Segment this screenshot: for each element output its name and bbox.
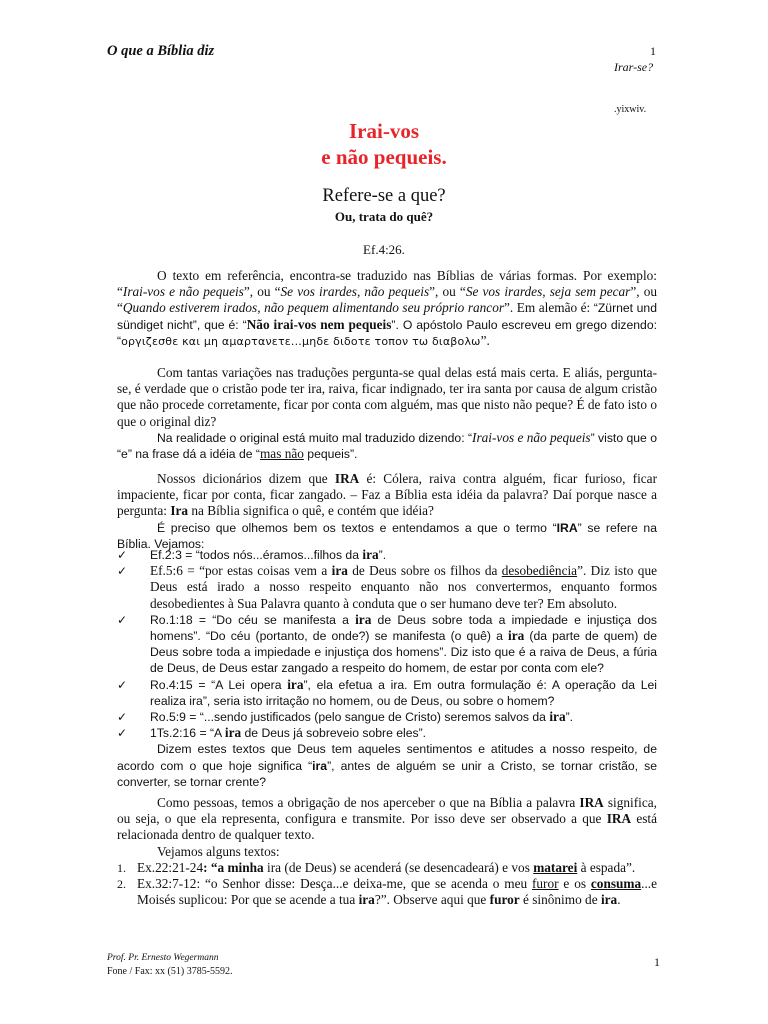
- numbered-list: [117, 860, 657, 909]
- code-mark: .yixwiv.: [614, 104, 647, 115]
- page-title: [0, 118, 768, 170]
- list-item: ✓ Ro.5:9 = “...sendo justificados (pelo sangue de Cristo) seremos salvos da ira”.: [117, 709, 574, 725]
- list-item: ✓ 1Ts.2:16 = “A ira de Deus já sobreveio sobre eles”.: [117, 725, 427, 741]
- check-icon: ✓: [117, 548, 128, 562]
- footer-author: Prof. Pr. Ernesto Wegermann: [107, 953, 219, 963]
- paragraph-5: É preciso que olhemos bem os textos e entendamos a que o termo “IRA” se refere na Bíblia. Vejamos:: [117, 520, 657, 551]
- paragraph-2: Com tantas variações nas traduções pergunta-se qual delas está mais certa. E aliás, pergunta-se, é verdade que o cristão pode ter ira, raiva, ficar indignado, ter ira santa por causa de algum cristão que não procede corretamente, ficar por conta com alguém, mas que nisto não peque? É de fato isto o que o original diz? Na realidade o original está muito mal traduzido dizendo: “Irai-vos e não pequeis” visto que o “e” na frase dá a idéia de “mas não pequeis”.: [117, 365, 657, 462]
- check-icon: ✓: [117, 612, 128, 627]
- list-item: ✓ Ef.2:3 = “todos nós...éramos...filhos da ira”.: [117, 547, 387, 562]
- footer-phone: Fone / Fax: xx (51) 3785-5592.: [107, 966, 233, 977]
- footer-page-number: 1: [654, 955, 660, 969]
- check-icon: ✓: [117, 726, 128, 741]
- list-item: ✓ Ef.5:6 = “por estas coisas vem a ira de Deus sobre os filhos da desobediência”. Diz isto que Deus está irado a nosso respeito enquanto não nos convertermos, enquanto formos desobedientes à Sua Palavra quanto à conduta que o ser humano deve ter? Em absoluto.: [117, 563, 657, 611]
- sub-subtitle: Ou, trata do quê?: [334, 209, 434, 224]
- paragraph-7: Como pessoas, temos a obrigação de nos aperceber o que na Bíblia a palavra IRA significa, ou seja, o que ela representa, configura e transmite. Por isso deve ser observado a que IRA está relacionada dentro de qualquer texto. Vejamos alguns textos: 1. Ex.22:21-24: “a minha ira (de Deus) se acenderá (se desencadeará) e vos matarei à espada”. 2. Ex.32:7-12: “o Senhor disse: Desça...e deixa-me, que se acenda o meu furor e os consuma...e Moisés suplicou: Por que se acende a tua ira?”. Observe aqui que furor é sinônimo de ira.: [117, 795, 658, 908]
- header-title: O que a Bíblia diz: [107, 43, 215, 59]
- paragraph-3: Na realidade o original está muito mal traduzido dizendo: “Irai-vos e não pequeis” visto que o “e” na frase dá a idéia de “mas não pequeis”.: [117, 429, 657, 462]
- header-subtitle: Irar-se?: [614, 60, 654, 74]
- check-icon: ✓: [117, 564, 128, 579]
- title-line-1: Irai-vos: [349, 119, 419, 143]
- list-item: ✓ Ro.1:18 = “Do céu se manifesta a ira de Deus sobre toda a impiedade e injustiça dos homens”. “Do céu (portanto, de onde?) se manifesta (o quê) a ira (da parte de quem) de Deus sobre toda a impiedade e injustiça dos homens”. Diz isto que é a raiva de Deus, a fúria de Deus, de Deus estar zangado a respeito do homem, de estar por conta com ele?: [117, 611, 657, 676]
- greek-text: οργιζεσθε και μη αμαρτανετε...μηδε διδοτε τοπον τω διαβολω: [121, 334, 481, 348]
- paragraph-6: Dizem estes textos que Deus tem aqueles sentimentos e atitudes a nosso respeito, de acordo com o que hoje significa “ira”, antes de alguém se unir a Cristo, se tornar cristão, se converter, se tornar crente?: [117, 742, 657, 789]
- list-item: 1. Ex.22:21-24: “a minha ira (de Deus) se acenderá (se desencadeará) e vos matarei à espada”.: [117, 859, 636, 875]
- check-icon: ✓: [117, 677, 128, 692]
- paragraph-8: Vejamos alguns textos:: [157, 843, 280, 859]
- subtitle: Refere-se a que?: [322, 186, 446, 206]
- reference: Ef.4:26.: [363, 242, 405, 257]
- title-line-2: e não pequeis.: [321, 145, 447, 169]
- check-icon: ✓: [117, 710, 128, 725]
- header-page-number: 1: [650, 44, 656, 58]
- paragraph-4: Nossos dicionários dizem que IRA é: Cólera, raiva contra alguém, ficar furioso, ficar impaciente, ficar por conta, ficar zangado. – Faz a Bíblia esta idéia da palavra? Daí porque nasce a pergunta: Ira na Bíblia significa o quê, e contém que idéia? É preciso que olhemos bem os textos e entendamos a que o termo “IRA” se refere na Bíblia. Vejamos:: [117, 471, 657, 551]
- paragraph-1: O texto em referência, encontra-se traduzido nas Bíblias de várias formas. Por exemplo: “Irai-vos e não pequeis”, ou “Se vos irardes, não pequeis”, ou “Se vos irardes, seja sem pecar”, ou “Quando estiverem irados, não pequem alimentando seu próprio rancor”. Em alemão é: “Zürnet und sündiget nicht”, que é: “Não irai-vos nem pequeis”. O apóstolo Paulo escreveu em grego dizendo: “οργιζεσθε και μη αμαρτανετε...μηδε διδοτε τοπον τω διαβολω”.: [117, 268, 657, 348]
- list-item: ✓ Ro.4:15 = “A Lei opera ira”, ela efetua a ira. Em outra formulação é: A operação da Lei realiza ira”, seria isto irritação no homem, ou de Deus, ou sobre o homem?: [117, 676, 658, 708]
- list-item: 2. Ex.32:7-12: “o Senhor disse: Desça...e deixa-me, que se acenda o meu furor e os consuma...e Moisés suplicou: Por que se acende a tua ira?”. Observe aqui que furor é sinônimo de ira.: [117, 876, 658, 908]
- reference-checklist: [117, 547, 657, 790]
